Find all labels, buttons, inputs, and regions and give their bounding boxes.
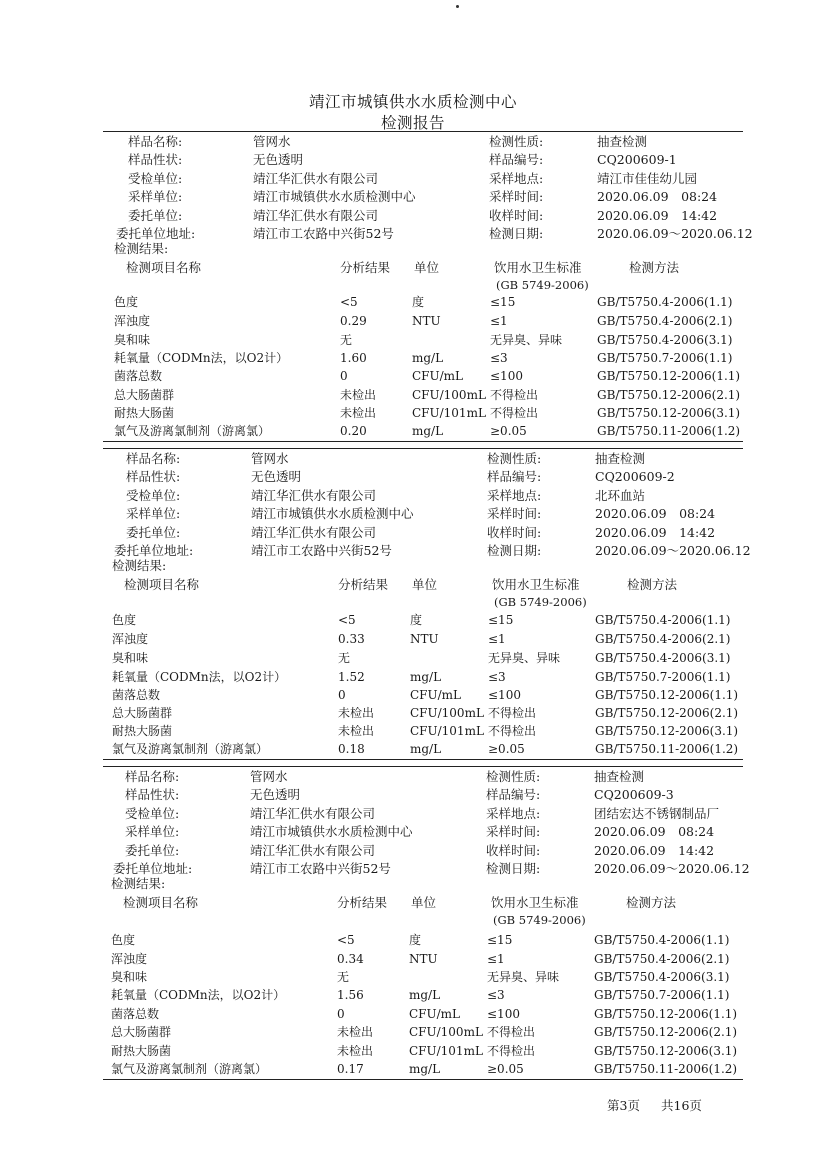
results-label: 检测结果: bbox=[114, 241, 169, 256]
table-row-result: 0.20 bbox=[340, 424, 367, 438]
col-item-header: 检测项目名称 bbox=[123, 895, 199, 910]
col-unit-header: 单位 bbox=[414, 260, 440, 275]
test-date-value: 2020.06.09～2020.06.12 bbox=[595, 543, 751, 558]
inspected-unit-label: 受检单位: bbox=[125, 806, 180, 821]
table-row-unit: CFU/mL bbox=[410, 688, 462, 702]
table-row-method: GB/T5750.4-2006(1.1) bbox=[594, 933, 730, 947]
table-row-standard: 无异臭、异味 bbox=[487, 970, 560, 984]
sampling-unit-value: 靖江市城镇供水水质检测中心 bbox=[251, 506, 414, 521]
table-row-result: 未检出 bbox=[340, 388, 377, 402]
table-row-method: GB/T5750.7-2006(1.1) bbox=[595, 670, 731, 684]
table-row-standard: 不得检出 bbox=[487, 1025, 536, 1039]
table-row-method: GB/T5750.4-2006(3.1) bbox=[595, 651, 731, 665]
col-item-header: 检测项目名称 bbox=[126, 260, 202, 275]
client-address-label: 委托单位地址: bbox=[116, 226, 196, 241]
table-row-item: 耐热大肠菌 bbox=[111, 1044, 172, 1058]
table-row-method: GB/T5750.11-2006(1.2) bbox=[594, 1062, 738, 1076]
table-row-standard: ≤3 bbox=[490, 351, 508, 365]
sampling-time-value: 2020.06.09 08:24 bbox=[597, 189, 718, 204]
inspected-unit-label: 受检单位: bbox=[128, 171, 183, 186]
results-label: 检测结果: bbox=[112, 558, 167, 573]
table-row-unit: NTU bbox=[409, 952, 438, 966]
table-row-item: 色度 bbox=[111, 933, 136, 947]
sampling-site-value: 北环血站 bbox=[595, 488, 646, 503]
sampling-time-value: 2020.06.09 08:24 bbox=[595, 506, 716, 521]
table-row-unit: CFU/mL bbox=[409, 1007, 461, 1021]
table-row-item: 氯气及游离氯制剂（游离氯） bbox=[114, 424, 271, 438]
table-row-standard: ≤15 bbox=[487, 933, 513, 947]
test-nature-value: 抽查检测 bbox=[595, 451, 646, 466]
table-row-standard: 不得检出 bbox=[488, 706, 537, 720]
sampling-unit-label: 采样单位: bbox=[128, 189, 183, 204]
table-row-method: GB/T5750.12-2006(1.1) bbox=[597, 369, 741, 383]
receive-time-label: 收样时间: bbox=[487, 525, 542, 540]
table-row-standard: ≤1 bbox=[488, 632, 506, 646]
section-top-rule bbox=[103, 448, 743, 449]
table-row-item: 菌落总数 bbox=[112, 688, 161, 702]
table-row-result: 1.52 bbox=[338, 670, 365, 684]
table-row-method: GB/T5750.4-2006(1.1) bbox=[597, 295, 733, 309]
table-row-item: 色度 bbox=[114, 295, 139, 309]
table-row-item: 耐热大肠菌 bbox=[114, 406, 175, 420]
table-row-result: 未检出 bbox=[337, 1044, 374, 1058]
table-row-method: GB/T5750.11-2006(1.2) bbox=[595, 742, 739, 756]
table-row-standard: ≤1 bbox=[490, 314, 508, 328]
report-title: 检测报告 bbox=[380, 114, 445, 132]
table-row-item: 氯气及游离氯制剂（游离氯） bbox=[112, 742, 269, 756]
sample-nature-label: 样品性状: bbox=[126, 469, 181, 484]
sampling-time-label: 采样时间: bbox=[487, 506, 542, 521]
table-row-standard: ≤100 bbox=[490, 369, 523, 383]
test-date-value: 2020.06.09～2020.06.12 bbox=[594, 861, 750, 876]
table-row-result: 未检出 bbox=[340, 406, 377, 420]
col-standard-code: (GB 5749-2006) bbox=[496, 278, 589, 292]
table-row-item: 臭和味 bbox=[112, 651, 149, 665]
table-row-item: 总大肠菌群 bbox=[114, 388, 175, 402]
section-bottom-rule bbox=[103, 759, 743, 760]
table-row-standard: 不得检出 bbox=[490, 388, 539, 402]
section-bottom-rule bbox=[103, 441, 743, 442]
table-row-method: GB/T5750.4-2006(3.1) bbox=[594, 970, 730, 984]
col-standard-code: (GB 5749-2006) bbox=[493, 913, 586, 927]
sampling-unit-value: 靖江市城镇供水水质检测中心 bbox=[250, 824, 413, 839]
client-address-label: 委托单位地址: bbox=[113, 861, 193, 876]
table-row-unit: CFU/100mL bbox=[409, 1025, 483, 1039]
col-unit-header: 单位 bbox=[411, 895, 437, 910]
sample-name-value: 管网水 bbox=[251, 451, 289, 466]
table-row-standard: ≤15 bbox=[488, 613, 514, 627]
table-row-unit: mg/L bbox=[410, 670, 442, 684]
table-row-item: 色度 bbox=[112, 613, 137, 627]
table-row-unit: CFU/100mL bbox=[412, 388, 486, 402]
table-row-standard: ≤1 bbox=[487, 952, 505, 966]
sampling-time-label: 采样时间: bbox=[489, 189, 544, 204]
table-row-item: 耐热大肠菌 bbox=[112, 724, 173, 738]
table-row-standard: ≤3 bbox=[487, 988, 505, 1002]
table-row-unit: 度 bbox=[410, 613, 423, 627]
table-row-result: 0 bbox=[337, 1007, 345, 1021]
sample-nature-value: 无色透明 bbox=[251, 469, 302, 484]
table-row-result: 0.33 bbox=[338, 632, 365, 646]
table-row-standard: ≤100 bbox=[488, 688, 521, 702]
page-total: 共16页 bbox=[661, 1098, 702, 1113]
table-row-method: GB/T5750.12-2006(2.1) bbox=[594, 1025, 738, 1039]
table-row-item: 浑浊度 bbox=[114, 314, 151, 328]
table-row-unit: mg/L bbox=[412, 424, 444, 438]
table-row-standard: 不得检出 bbox=[490, 406, 539, 420]
table-row-method: GB/T5750.12-2006(3.1) bbox=[595, 724, 739, 738]
table-row-standard: ≥0.05 bbox=[490, 424, 527, 438]
table-row-standard: ≤100 bbox=[487, 1007, 520, 1021]
test-date-value: 2020.06.09～2020.06.12 bbox=[597, 226, 753, 241]
table-row-unit: CFU/100mL bbox=[410, 706, 484, 720]
table-row-standard: 不得检出 bbox=[488, 724, 537, 738]
table-row-result: 0 bbox=[340, 369, 348, 383]
sample-name-value: 管网水 bbox=[253, 134, 291, 149]
table-row-unit: mg/L bbox=[410, 742, 442, 756]
table-row-result: 无 bbox=[340, 333, 353, 347]
table-row-result: 0.34 bbox=[337, 952, 364, 966]
table-row-unit: CFU/101mL bbox=[410, 724, 484, 738]
inspected-unit-value: 靖江华汇供水有限公司 bbox=[251, 488, 377, 503]
table-row-unit: 度 bbox=[409, 933, 422, 947]
section-top-rule bbox=[103, 131, 743, 132]
sample-nature-value: 无色透明 bbox=[253, 152, 304, 167]
table-row-method: GB/T5750.4-2006(2.1) bbox=[594, 952, 730, 966]
table-row-method: GB/T5750.12-2006(2.1) bbox=[597, 388, 741, 402]
sample-name-label: 样品名称: bbox=[125, 769, 180, 784]
results-label: 检测结果: bbox=[111, 876, 166, 891]
sample-no-label: 样品编号: bbox=[487, 469, 542, 484]
receive-time-value: 2020.06.09 14:42 bbox=[597, 208, 718, 223]
sample-name-label: 样品名称: bbox=[126, 451, 181, 466]
table-row-method: GB/T5750.12-2006(1.1) bbox=[595, 688, 739, 702]
sample-nature-value: 无色透明 bbox=[250, 787, 301, 802]
table-row-method: GB/T5750.12-2006(3.1) bbox=[594, 1044, 738, 1058]
col-method-header: 检测方法 bbox=[629, 260, 680, 275]
col-standard-header: 饮用水卫生标准 bbox=[494, 260, 582, 275]
col-method-header: 检测方法 bbox=[626, 895, 677, 910]
table-row-item: 浑浊度 bbox=[112, 632, 149, 646]
table-row-method: GB/T5750.4-2006(2.1) bbox=[597, 314, 733, 328]
table-row-unit: NTU bbox=[412, 314, 441, 328]
sample-no-value: CQ200609-1 bbox=[597, 152, 677, 167]
table-row-result: 未检出 bbox=[338, 724, 375, 738]
sample-no-label: 样品编号: bbox=[486, 787, 541, 802]
client-value: 靖江华汇供水有限公司 bbox=[251, 525, 377, 540]
test-date-label: 检测日期: bbox=[486, 861, 541, 876]
table-row-unit: mg/L bbox=[409, 1062, 441, 1076]
table-row-method: GB/T5750.4-2006(1.1) bbox=[595, 613, 731, 627]
inspected-unit-value: 靖江华汇供水有限公司 bbox=[250, 806, 376, 821]
receive-time-label: 收样时间: bbox=[489, 208, 544, 223]
col-result-header: 分析结果 bbox=[337, 895, 388, 910]
client-value: 靖江华汇供水有限公司 bbox=[250, 843, 376, 858]
receive-time-label: 收样时间: bbox=[486, 843, 541, 858]
section-bottom-rule bbox=[103, 1079, 743, 1080]
table-row-result: 1.56 bbox=[337, 988, 364, 1002]
client-address-value: 靖江市工农路中兴街52号 bbox=[253, 226, 394, 241]
sampling-site-label: 采样地点: bbox=[486, 806, 541, 821]
sample-nature-label: 样品性状: bbox=[125, 787, 180, 802]
col-standard-header: 饮用水卫生标准 bbox=[492, 577, 580, 592]
table-row-item: 浑浊度 bbox=[111, 952, 148, 966]
sample-no-value: CQ200609-3 bbox=[594, 787, 674, 802]
table-row-result: 0.29 bbox=[340, 314, 367, 328]
table-row-standard: 无异臭、异味 bbox=[490, 333, 563, 347]
table-row-result: 未检出 bbox=[337, 1025, 374, 1039]
table-row-unit: mg/L bbox=[412, 351, 444, 365]
table-row-standard: 无异臭、异味 bbox=[488, 651, 561, 665]
table-row-result: 1.60 bbox=[340, 351, 367, 365]
table-row-item: 菌落总数 bbox=[114, 369, 163, 383]
table-row-standard: 不得检出 bbox=[487, 1044, 536, 1058]
sampling-unit-label: 采样单位: bbox=[126, 506, 181, 521]
test-nature-label: 检测性质: bbox=[487, 451, 542, 466]
sampling-time-value: 2020.06.09 08:24 bbox=[594, 824, 715, 839]
table-row-item: 菌落总数 bbox=[111, 1007, 160, 1021]
client-value: 靖江华汇供水有限公司 bbox=[253, 208, 379, 223]
test-nature-label: 检测性质: bbox=[486, 769, 541, 784]
sampling-unit-value: 靖江市城镇供水水质检测中心 bbox=[253, 189, 416, 204]
table-row-item: 臭和味 bbox=[114, 333, 151, 347]
table-row-method: GB/T5750.7-2006(1.1) bbox=[597, 351, 733, 365]
table-row-unit: mg/L bbox=[409, 988, 441, 1002]
table-row-method: GB/T5750.12-2006(3.1) bbox=[597, 406, 741, 420]
table-row-unit: CFU/mL bbox=[412, 369, 464, 383]
table-row-result: <5 bbox=[337, 933, 355, 947]
table-row-result: 无 bbox=[337, 970, 350, 984]
table-row-method: GB/T5750.4-2006(3.1) bbox=[597, 333, 733, 347]
col-standard-header: 饮用水卫生标准 bbox=[491, 895, 579, 910]
table-row-item: 总大肠菌群 bbox=[111, 1025, 172, 1039]
table-row-unit: CFU/101mL bbox=[409, 1044, 483, 1058]
table-row-result: 未检出 bbox=[338, 706, 375, 720]
sampling-unit-label: 采样单位: bbox=[125, 824, 180, 839]
table-row-result: <5 bbox=[340, 295, 358, 309]
table-row-result: 0.18 bbox=[338, 742, 365, 756]
table-row-result: 0.17 bbox=[337, 1062, 364, 1076]
sampling-site-label: 采样地点: bbox=[489, 171, 544, 186]
table-row-item: 臭和味 bbox=[111, 970, 148, 984]
col-result-header: 分析结果 bbox=[338, 577, 389, 592]
receive-time-value: 2020.06.09 14:42 bbox=[594, 843, 715, 858]
table-row-unit: 度 bbox=[412, 295, 425, 309]
sampling-time-label: 采样时间: bbox=[486, 824, 541, 839]
col-result-header: 分析结果 bbox=[340, 260, 391, 275]
receive-time-value: 2020.06.09 14:42 bbox=[595, 525, 716, 540]
table-row-unit: CFU/101mL bbox=[412, 406, 486, 420]
table-row-result: 0 bbox=[338, 688, 346, 702]
org-title: 靖江市城镇供水水质检测中心 bbox=[308, 93, 517, 111]
table-row-standard: ≤3 bbox=[488, 670, 506, 684]
col-method-header: 检测方法 bbox=[627, 577, 678, 592]
table-row-method: GB/T5750.12-2006(2.1) bbox=[595, 706, 739, 720]
table-row-standard: ≥0.05 bbox=[487, 1062, 524, 1076]
table-row-method: GB/T5750.11-2006(1.2) bbox=[597, 424, 741, 438]
table-row-unit: NTU bbox=[410, 632, 439, 646]
client-label: 委托单位: bbox=[128, 208, 183, 223]
col-unit-header: 单位 bbox=[412, 577, 438, 592]
table-row-standard: ≤15 bbox=[490, 295, 516, 309]
table-row-method: GB/T5750.4-2006(2.1) bbox=[595, 632, 731, 646]
scan-artifact-dot bbox=[456, 5, 459, 8]
table-row-result: <5 bbox=[338, 613, 356, 627]
inspected-unit-value: 靖江华汇供水有限公司 bbox=[253, 171, 379, 186]
test-date-label: 检测日期: bbox=[489, 226, 544, 241]
sample-no-label: 样品编号: bbox=[489, 152, 544, 167]
col-item-header: 检测项目名称 bbox=[124, 577, 200, 592]
client-address-label: 委托单位地址: bbox=[114, 543, 194, 558]
sample-nature-label: 样品性状: bbox=[128, 152, 183, 167]
table-row-result: 无 bbox=[338, 651, 351, 665]
table-row-method: GB/T5750.12-2006(1.1) bbox=[594, 1007, 738, 1021]
sampling-site-label: 采样地点: bbox=[487, 488, 542, 503]
sampling-site-value: 靖江市佳佳幼儿园 bbox=[597, 171, 698, 186]
table-row-item: 耗氧量（CODMn法，以O2计） bbox=[111, 988, 286, 1002]
table-row-item: 耗氧量（CODMn法，以O2计） bbox=[112, 670, 287, 684]
sample-name-label: 样品名称: bbox=[128, 134, 183, 149]
table-row-standard: ≥0.05 bbox=[488, 742, 525, 756]
test-nature-label: 检测性质: bbox=[489, 134, 544, 149]
table-row-item: 总大肠菌群 bbox=[112, 706, 173, 720]
table-row-item: 氯气及游离氯制剂（游离氯） bbox=[111, 1062, 268, 1076]
table-row-method: GB/T5750.7-2006(1.1) bbox=[594, 988, 730, 1002]
client-label: 委托单位: bbox=[126, 525, 181, 540]
test-nature-value: 抽查检测 bbox=[597, 134, 648, 149]
sampling-site-value: 团结宏达不锈钢制品厂 bbox=[594, 806, 720, 821]
table-row-item: 耗氧量（CODMn法，以O2计） bbox=[114, 351, 289, 365]
page-number: 第3页 bbox=[607, 1098, 640, 1113]
section-top-rule bbox=[103, 766, 743, 767]
test-nature-value: 抽查检测 bbox=[594, 769, 645, 784]
inspected-unit-label: 受检单位: bbox=[126, 488, 181, 503]
col-standard-code: (GB 5749-2006) bbox=[494, 595, 587, 609]
client-label: 委托单位: bbox=[125, 843, 180, 858]
client-address-value: 靖江市工农路中兴街52号 bbox=[250, 861, 391, 876]
test-date-label: 检测日期: bbox=[487, 543, 542, 558]
sample-no-value: CQ200609-2 bbox=[595, 469, 675, 484]
sample-name-value: 管网水 bbox=[250, 769, 288, 784]
client-address-value: 靖江市工农路中兴街52号 bbox=[251, 543, 392, 558]
